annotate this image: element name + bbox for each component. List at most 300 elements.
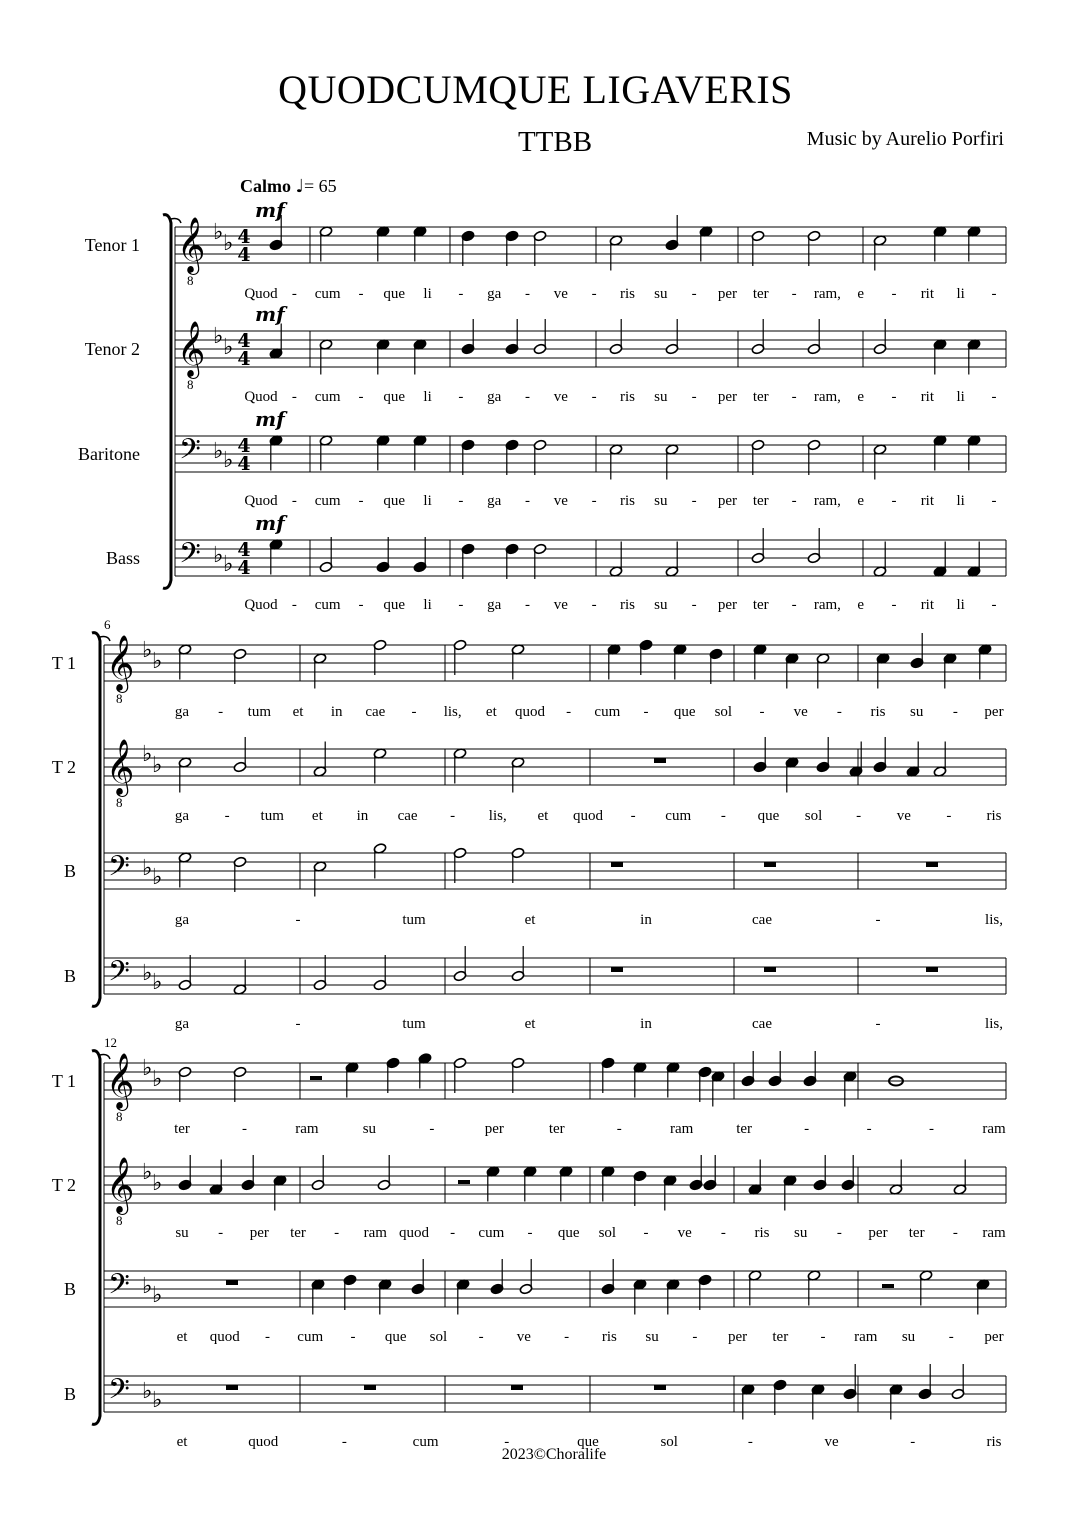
lyric-syllable: - [218, 704, 224, 720]
lyric-syllable: que [577, 1434, 599, 1450]
lyric-syllable: - [991, 389, 997, 405]
lyric-syllable: - [358, 286, 364, 302]
octave-mark: 8 [116, 1109, 123, 1124]
lyric-syllable: rit [920, 493, 935, 509]
lyric-syllable: ram, [813, 286, 841, 302]
lyric-syllable: - [291, 389, 297, 405]
lyric-syllable: - [630, 808, 636, 824]
time-signature-top: 4 [237, 435, 251, 457]
time-signature-bottom: 4 [237, 348, 251, 370]
lyric-syllable: cum [314, 286, 341, 302]
treble-clef-icon: 𝄞 [106, 1157, 135, 1213]
lyric-syllable: e [857, 493, 865, 509]
staff-3 [78, 407, 1006, 509]
lyric-syllable: que [757, 808, 780, 824]
lyric-syllable: cum [314, 493, 341, 509]
lyric-syllable: - [820, 1329, 826, 1345]
lyric-syllable: lis, [443, 704, 462, 720]
flat-icon: ♭ [152, 1388, 163, 1413]
lyric-syllable: cae [365, 704, 386, 720]
lyric-syllable: - [991, 286, 997, 302]
lyric-syllable: - [525, 286, 531, 302]
lyric-syllable: ga [487, 286, 502, 302]
lyric-syllable: et [176, 1434, 188, 1450]
lyric-syllable: - [891, 597, 897, 613]
treble-clef-icon: 𝄞 [106, 635, 135, 691]
score-title: QUODCUMQUE LIGAVERIS [278, 67, 793, 112]
lyric-syllable: li [423, 493, 432, 509]
lyric-syllable: - [458, 597, 464, 613]
lyric-syllable: - [411, 704, 417, 720]
lyric-syllable: - [218, 1225, 224, 1241]
lyric-syllable: ram [295, 1121, 319, 1137]
lyric-syllable: - [691, 286, 697, 302]
rest-icon [511, 1385, 523, 1390]
bass-clef-icon: 𝄢 [108, 1373, 130, 1413]
octave-mark: 8 [187, 377, 194, 392]
lyric-syllable: - [759, 704, 765, 720]
lyric-syllable: - [875, 912, 881, 928]
treble-clef-icon: 𝄞 [177, 217, 206, 273]
lyric-syllable: in [356, 808, 369, 824]
lyric-syllable: li [423, 597, 432, 613]
lyric-syllable: ris [620, 389, 635, 405]
lyric-syllable: ve [896, 808, 911, 824]
rest-icon [611, 862, 623, 867]
lyric-syllable: ris [620, 286, 635, 302]
staff-3 [64, 843, 1006, 928]
lyric-syllable: - [291, 597, 297, 613]
octave-mark: 8 [116, 1213, 123, 1228]
rest-icon [926, 967, 938, 972]
lyric-syllable: in [640, 912, 652, 928]
lyric-syllable: sol [598, 1225, 617, 1241]
lyric-syllable: ve [677, 1225, 692, 1241]
lyric-syllable: et [524, 912, 536, 928]
lyric-syllable: - [458, 493, 464, 509]
lyric-syllable: li [956, 389, 965, 405]
lyric-syllable: - [836, 704, 842, 720]
staff-3 [64, 1259, 1006, 1345]
lyric-syllable: tum [260, 808, 284, 824]
lyric-syllable: li [423, 286, 432, 302]
lyric-syllable: sol [660, 1434, 678, 1450]
lyric-syllable: - [946, 808, 952, 824]
lyric-syllable: - [358, 493, 364, 509]
lyric-syllable: ram [982, 1225, 1006, 1241]
lyric-syllable: quod [573, 808, 603, 824]
lyric-syllable: su [909, 704, 924, 720]
lyric-syllable: - [804, 1121, 810, 1137]
measure-number: 12 [104, 1035, 117, 1050]
lyric-syllable: ga [174, 1016, 190, 1032]
lyric-syllable: - [616, 1121, 622, 1137]
rest-icon [654, 758, 666, 763]
lyric-syllable: ris [986, 1434, 1002, 1450]
treble-clef-icon: 𝄞 [106, 1053, 135, 1109]
lyric-syllable: - [891, 389, 897, 405]
lyric-syllable: - [691, 493, 697, 509]
lyric-syllable: quod [399, 1225, 429, 1241]
time-signature-bottom: 4 [237, 453, 251, 475]
lyric-syllable: cae [397, 808, 418, 824]
lyric-syllable: et [311, 808, 323, 824]
bass-clef-icon: 𝄢 [108, 1268, 130, 1308]
lyric-syllable: ter [290, 1225, 306, 1241]
bass-clef-icon: 𝄢 [179, 537, 201, 577]
dynamic-marking: mf [255, 302, 285, 326]
lyric-syllable: ga [487, 389, 502, 405]
lyric-syllable: quod [209, 1329, 240, 1345]
lyric-syllable: e [857, 286, 865, 302]
time-signature-bottom: 4 [237, 244, 251, 266]
flat-icon: ♭ [152, 1171, 163, 1196]
lyric-syllable: sol [714, 704, 733, 720]
time-signature-bottom: 4 [237, 557, 251, 579]
treble-clef-icon: 𝄞 [177, 321, 206, 377]
lyric-syllable: su [654, 493, 668, 509]
octave-mark: 8 [187, 273, 194, 288]
lyric-syllable: ris [986, 808, 1002, 824]
lyric-syllable: ga [174, 912, 190, 928]
lyric-syllable: ter [752, 286, 769, 302]
lyric-syllable: et [292, 704, 304, 720]
lyric-syllable: - [952, 1225, 958, 1241]
flat-icon: ♭ [142, 1379, 153, 1404]
part-name: Tenor 2 [84, 339, 140, 359]
lyric-syllable: - [295, 1016, 301, 1032]
lyric-syllable: su [901, 1329, 916, 1345]
flat-icon: ♭ [142, 742, 153, 767]
staff-1 [85, 198, 1006, 302]
lyric-syllable: rit [920, 597, 935, 613]
lyric-syllable: - [525, 493, 531, 509]
lyric-syllable: ve [516, 1329, 531, 1345]
rest-icon [926, 862, 938, 867]
lyric-syllable: ter [548, 1121, 565, 1137]
staff-1 [52, 633, 1006, 720]
flat-icon: ♭ [142, 1274, 153, 1299]
flat-icon: ♭ [213, 324, 224, 349]
copyright-footer: 2023©Choralife [501, 1446, 607, 1463]
part-name: T 1 [51, 1071, 76, 1091]
lyric-syllable: que [383, 389, 406, 405]
lyric-syllable: - [856, 808, 862, 824]
lyric-syllable: Quod [244, 389, 278, 405]
lyric-syllable: - [458, 286, 464, 302]
lyric-syllable: tum [402, 912, 426, 928]
lyric-syllable: per [484, 1121, 504, 1137]
lyric-syllable: ga [487, 597, 502, 613]
lyric-syllable: - [450, 808, 456, 824]
lyric-syllable: - [291, 286, 297, 302]
tempo-word: Calmo [240, 176, 291, 196]
dynamic-marking: mf [255, 511, 285, 535]
lyric-syllable: tum [402, 1016, 426, 1032]
lyric-syllable: per [868, 1225, 888, 1241]
lyric-syllable: li [956, 286, 965, 302]
rest-icon [764, 862, 776, 867]
treble-clef-icon: 𝄞 [106, 739, 135, 795]
lyric-syllable: li [956, 493, 965, 509]
part-name: B [63, 1279, 76, 1299]
voicing-subtitle: TTBB [517, 126, 593, 158]
lyric-syllable: - [527, 1225, 533, 1241]
flat-icon: ♭ [213, 220, 224, 245]
time-signature-top: 4 [237, 539, 251, 561]
lyric-syllable: - [836, 1225, 842, 1241]
lyric-syllable: ris [620, 493, 635, 509]
lyric-syllable: que [557, 1225, 580, 1241]
lyric-syllable: per [717, 493, 738, 509]
lyric-syllable: - [358, 597, 364, 613]
dynamic-marking: mf [255, 198, 285, 222]
lyric-syllable: ram, [813, 493, 841, 509]
lyric-syllable: - [504, 1434, 510, 1450]
lyric-syllable: ram, [813, 597, 841, 613]
rest-icon [764, 967, 776, 972]
lyric-syllable: - [747, 1434, 753, 1450]
flat-icon: ♭ [213, 543, 224, 568]
tempo-value: = 65 [304, 176, 337, 196]
rest-icon [654, 1385, 666, 1390]
lyric-syllable: ter [752, 389, 769, 405]
lyric-syllable: cum [478, 1225, 505, 1241]
bass-clef-icon: 𝄢 [179, 433, 201, 473]
lyric-syllable: - [591, 286, 597, 302]
dynamic-marking: mf [255, 407, 285, 431]
lyric-syllable: su [362, 1121, 377, 1137]
lyric-syllable: per [984, 1329, 1004, 1345]
system-1 [78, 198, 1006, 613]
lyric-syllable: rit [920, 286, 935, 302]
part-name: Tenor 1 [84, 235, 140, 255]
lyric-syllable: ris [870, 704, 886, 720]
staff-2 [85, 302, 1006, 405]
lyric-syllable: - [450, 1225, 456, 1241]
lyric-syllable: cum [314, 597, 341, 613]
lyric-syllable: per [717, 286, 738, 302]
lyric-syllable: - [358, 389, 364, 405]
lyric-syllable: - [791, 389, 797, 405]
staff-4 [64, 1364, 1006, 1450]
flat-icon: ♭ [152, 753, 163, 778]
lyric-syllable: cum [412, 1434, 439, 1450]
flat-icon: ♭ [142, 856, 153, 881]
lyric-syllable: li [956, 597, 965, 613]
lyric-syllable: ter [772, 1329, 789, 1345]
lyric-syllable: Quod [244, 597, 278, 613]
lyric-syllable: - [591, 389, 597, 405]
lyric-syllable: cum [594, 704, 621, 720]
lyric-syllable: - [429, 1121, 435, 1137]
system-2 [52, 617, 1006, 1032]
rest-icon [458, 1180, 470, 1184]
lyric-syllable: ram [363, 1225, 387, 1241]
lyric-syllable: su [793, 1225, 808, 1241]
lyric-syllable: cum [314, 389, 341, 405]
part-name: Bass [105, 548, 140, 568]
lyric-syllable: in [330, 704, 343, 720]
flat-icon: ♭ [223, 448, 234, 473]
lyric-syllable: cae [752, 912, 772, 928]
lyric-syllable: per [717, 597, 738, 613]
lyric-syllable: - [875, 1016, 881, 1032]
lyric-syllable: - [241, 1121, 247, 1137]
lyric-syllable: ter [736, 1121, 753, 1137]
lyric-syllable: - [948, 1329, 954, 1345]
part-name: Baritone [78, 444, 140, 464]
lyric-syllable: - [350, 1329, 356, 1345]
lyric-syllable: que [673, 704, 696, 720]
lyric-syllable: su [645, 1329, 659, 1345]
lyric-syllable: Quod [244, 286, 278, 302]
lyric-syllable: - [525, 389, 531, 405]
composer-credit: Music by Aurelio Porfiri [806, 128, 1004, 150]
lyric-syllable: ve [824, 1434, 839, 1450]
lyric-syllable: - [929, 1121, 935, 1137]
rest-icon [226, 1385, 238, 1390]
lyric-syllable: que [383, 286, 406, 302]
staff-4 [106, 511, 1006, 613]
flat-icon: ♭ [223, 552, 234, 577]
lyric-syllable: - [691, 389, 697, 405]
lyric-syllable: ve [793, 704, 808, 720]
lyric-syllable: - [791, 493, 797, 509]
lyric-syllable: ris [754, 1225, 770, 1241]
rest-icon [364, 1385, 376, 1390]
lyric-syllable: cum [297, 1329, 324, 1345]
lyric-syllable: quod [248, 1434, 279, 1450]
bass-clef-icon: 𝄢 [108, 850, 130, 890]
lyric-syllable: ram, [813, 389, 841, 405]
lyric-syllable: per [984, 704, 1004, 720]
lyric-syllable: - [291, 493, 297, 509]
lyric-syllable: - [791, 286, 797, 302]
lyric-syllable: que [383, 597, 406, 613]
lyric-syllable: - [564, 1329, 570, 1345]
flat-icon: ♭ [142, 638, 153, 663]
lyric-syllable: - [264, 1329, 270, 1345]
staff-2 [52, 1155, 1006, 1241]
lyric-syllable: - [525, 597, 531, 613]
lyric-syllable: lis, [985, 1016, 1003, 1032]
lyric-syllable: et [485, 704, 497, 720]
flat-icon: ♭ [152, 970, 163, 995]
part-name: B [63, 966, 76, 986]
lyric-syllable: ter [908, 1225, 925, 1241]
rest-icon [611, 967, 623, 972]
lyric-syllable: ve [553, 389, 568, 405]
flat-icon: ♭ [142, 1160, 153, 1185]
octave-mark: 8 [116, 691, 123, 706]
lyric-syllable: ris [620, 597, 635, 613]
lyric-syllable: - [891, 493, 897, 509]
lyric-syllable: - [910, 1434, 916, 1450]
lyric-syllable: su [654, 597, 668, 613]
lyric-syllable: - [692, 1329, 698, 1345]
staff-2 [52, 737, 1006, 824]
lyric-syllable: - [478, 1329, 484, 1345]
lyric-syllable: su [175, 1225, 189, 1241]
lyric-syllable: - [334, 1225, 340, 1241]
lyric-syllable: e [857, 389, 865, 405]
lyric-syllable: quod [515, 704, 545, 720]
flat-icon: ♭ [152, 1067, 163, 1092]
lyric-syllable: ram [670, 1121, 694, 1137]
lyric-syllable: cae [752, 1016, 772, 1032]
flat-icon: ♭ [213, 439, 224, 464]
lyric-syllable: sol [429, 1329, 448, 1345]
lyric-syllable: - [691, 597, 697, 613]
lyric-syllable: que [383, 493, 406, 509]
lyric-syllable: ve [553, 286, 568, 302]
lyric-syllable: ga [174, 808, 190, 824]
part-name: B [63, 861, 76, 881]
part-name: B [63, 1384, 76, 1404]
lyric-syllable: - [891, 286, 897, 302]
lyric-syllable: ter [752, 493, 769, 509]
rest-icon [226, 1280, 238, 1285]
bass-clef-icon: 𝄢 [108, 955, 130, 995]
lyric-syllable: ve [553, 597, 568, 613]
octave-mark: 8 [116, 795, 123, 810]
lyric-syllable: - [720, 808, 726, 824]
lyric-syllable: - [791, 597, 797, 613]
rest-icon [310, 1076, 322, 1080]
lyric-syllable: - [224, 808, 230, 824]
lyric-syllable: su [654, 286, 668, 302]
lyric-syllable: Quod [244, 493, 278, 509]
lyric-syllable: rit [920, 389, 935, 405]
flat-icon: ♭ [223, 231, 234, 256]
lyric-syllable: per [717, 389, 738, 405]
rest-icon [882, 1284, 894, 1288]
lyric-syllable: lis, [985, 912, 1003, 928]
time-signature-top: 4 [237, 226, 251, 248]
lyric-syllable: - [295, 912, 301, 928]
lyric-syllable: per [728, 1329, 748, 1345]
flat-icon: ♭ [152, 649, 163, 674]
lyric-syllable: - [952, 704, 958, 720]
lyric-syllable: tum [247, 704, 272, 720]
part-name: T 2 [51, 1175, 76, 1195]
lyric-syllable: - [591, 493, 597, 509]
lyric-syllable: - [991, 597, 997, 613]
lyric-syllable: ter [752, 597, 769, 613]
lyric-syllable: - [591, 597, 597, 613]
lyric-syllable: cum [665, 808, 692, 824]
staff-4 [64, 946, 1006, 1032]
part-name: T 1 [51, 653, 76, 673]
lyric-syllable: ga [487, 493, 502, 509]
lyric-syllable: et [524, 1016, 536, 1032]
lyric-syllable: - [341, 1434, 347, 1450]
lyric-syllable: ve [553, 493, 568, 509]
measure-number: 6 [104, 617, 111, 632]
lyric-syllable: in [640, 1016, 652, 1032]
part-name: T 2 [51, 757, 76, 777]
system-bracket [163, 215, 171, 589]
lyric-syllable: ga [174, 704, 190, 720]
lyric-syllable: ter [174, 1121, 190, 1137]
flat-icon: ♭ [142, 1056, 153, 1081]
flat-icon: ♭ [152, 1283, 163, 1308]
lyric-syllable: que [384, 1329, 407, 1345]
lyric-syllable: e [857, 597, 865, 613]
lyric-syllable: et [176, 1329, 188, 1345]
system-3 [52, 1035, 1006, 1450]
